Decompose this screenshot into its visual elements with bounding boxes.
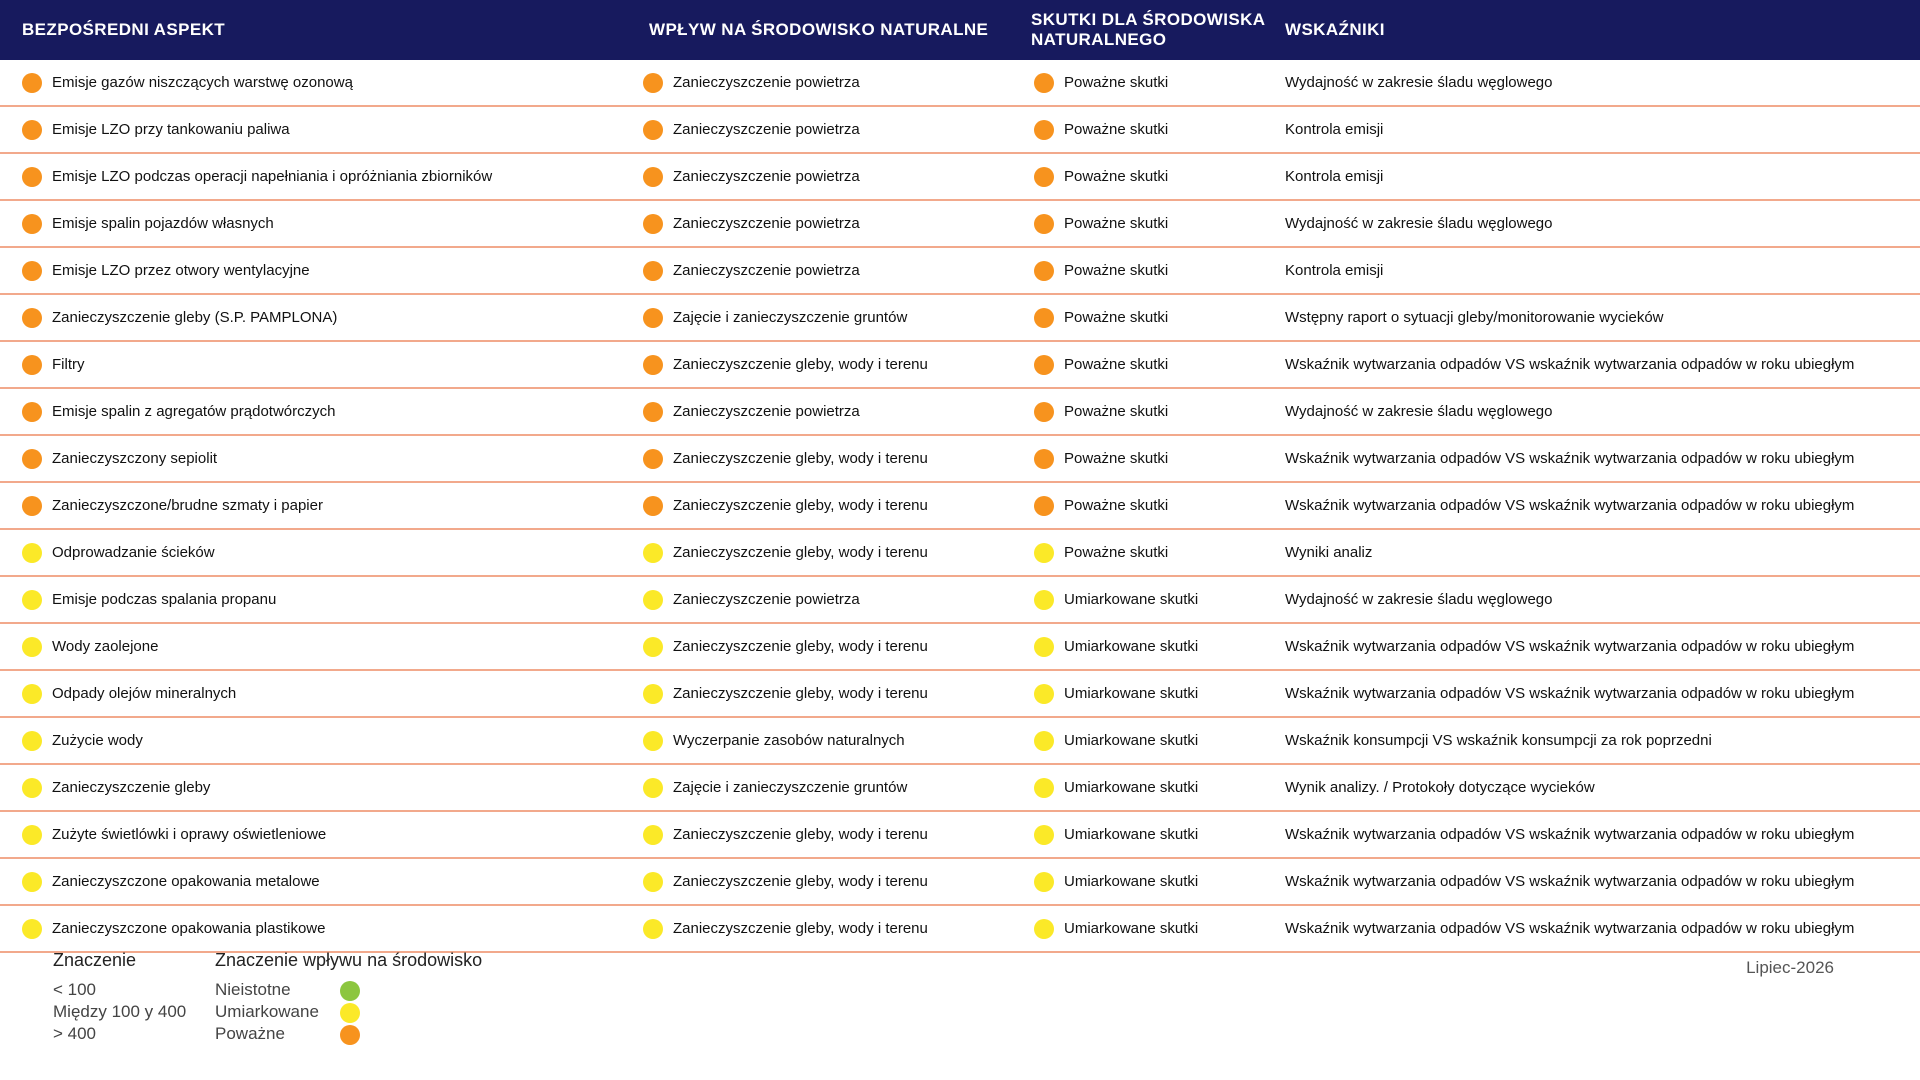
aspect-cell [22,577,276,622]
orange-dot-icon [643,214,663,234]
effect-cell-text: Umiarkowane skutki [1064,920,1199,937]
effect-cell [1034,248,1168,293]
table-row [0,201,1920,248]
effect-cell-text: Umiarkowane skutki [1064,638,1199,655]
indicator-cell [1285,248,1383,293]
impact-cell [643,295,907,340]
orange-dot-icon [22,120,42,140]
aspect-cell-text: Zanieczyszczone opakowania plastikowe [52,920,326,937]
impact-cell [643,765,907,810]
aspect-cell [22,295,337,340]
impact-cell [643,812,928,857]
indicator-cell-text: Wskaźnik wytwarzania odpadów VS wskaźnik wytwarzania odpadów w roku ubiegłym [1285,450,1855,467]
indicator-cell [1285,624,1854,669]
yellow-dot-icon [1034,825,1054,845]
legend-significance-title: Znaczenie [53,950,137,970]
yellow-dot-icon [643,872,663,892]
legend-significance-item: < 100 [53,980,97,999]
indicator-cell [1285,483,1854,528]
aspect-cell-text: Zużyte świetlówki i oprawy oświetleniowe [52,826,327,843]
impact-cell [643,389,860,434]
aspect-cell [22,483,323,528]
yellow-dot-icon [22,825,42,845]
impact-cell [643,60,860,105]
effect-cell-text: Umiarkowane skutki [1064,826,1199,843]
indicator-cell-text: Kontrola emisji [1285,168,1384,185]
orange-dot-icon [643,73,663,93]
yellow-dot-icon [22,637,42,657]
indicator-cell-text: Kontrola emisji [1285,262,1384,279]
indicator-cell [1285,530,1372,575]
aspect-cell-text: Zanieczyszczenie gleby (S.P. PAMPLONA) [52,309,338,326]
indicator-cell-text: Wydajność w zakresie śladu węglowego [1285,591,1553,608]
effect-cell [1034,671,1198,716]
impact-cell [643,201,860,246]
impact-cell [643,107,860,152]
indicator-cell [1285,389,1553,434]
orange-dot-icon [22,214,42,234]
table-row [0,154,1920,201]
effect-cell-text: Poważne skutki [1064,309,1169,326]
effect-cell [1034,812,1198,857]
indicator-cell-text: Wydajność w zakresie śladu węglowego [1285,403,1553,420]
indicator-cell [1285,859,1854,904]
yellow-dot-icon [643,543,663,563]
aspect-cell [22,201,274,246]
indicator-cell [1285,154,1383,199]
header-effects: SKUTKI DLA ŚRODOWISKA NATURALNEGO [1031,10,1265,49]
table-row [0,483,1920,530]
aspect-cell [22,248,310,293]
impact-cell-text: Zanieczyszczenie powietrza [673,168,860,185]
orange-dot-icon [1034,449,1054,469]
effect-cell-text: Poważne skutki [1064,262,1169,279]
effect-cell-text: Umiarkowane skutki [1064,873,1199,890]
orange-dot-icon [1034,355,1054,375]
impact-cell-text: Zanieczyszczenie powietrza [673,403,860,420]
aspect-cell-text: Emisje LZO przy tankowaniu paliwa [52,121,290,138]
effect-cell [1034,436,1168,481]
table-row [0,671,1920,718]
table-row [0,718,1920,765]
orange-dot-icon [22,402,42,422]
yellow-dot-icon [22,543,42,563]
impact-cell [643,671,928,716]
table-row [0,436,1920,483]
impact-cell [643,436,928,481]
effect-cell [1034,154,1168,199]
aspect-cell-text: Emisje podczas spalania propanu [52,591,277,608]
effect-cell [1034,389,1168,434]
aspect-cell-text: Wody zaolejone [52,638,159,655]
impact-cell [643,483,928,528]
yellow-dot-icon [22,919,42,939]
orange-dot-icon [1034,496,1054,516]
indicator-cell-text: Wskaźnik konsumpcji VS wskaźnik konsumpcji za rok poprzedni [1285,732,1712,749]
impact-cell [643,718,905,763]
orange-dot-icon [1034,308,1054,328]
impact-cell-text: Zanieczyszczenie gleby, wody i terenu [673,638,928,655]
indicator-cell [1285,436,1854,481]
indicator-cell [1285,107,1383,152]
effect-cell [1034,765,1198,810]
impact-cell-text: Zanieczyszczenie gleby, wody i terenu [673,685,928,702]
yellow-dot-icon [1034,731,1054,751]
impact-cell-text: Zanieczyszczenie powietrza [673,262,860,279]
yellow-dot-icon [22,731,42,751]
impact-cell [643,859,928,904]
orange-dot-icon [22,355,42,375]
impact-cell [643,530,928,575]
indicator-cell [1285,671,1854,716]
aspect-cell [22,342,85,387]
yellow-dot-icon [643,590,663,610]
document-date: Lipiec-2026 [1746,958,1834,977]
yellow-dot-icon [1034,543,1054,563]
impact-cell-text: Zanieczyszczenie gleby, wody i terenu [673,544,928,561]
legend-significance-item: Między 100 y 400 [53,1002,187,1021]
effect-cell [1034,107,1168,152]
aspect-cell-text: Emisje spalin pojazdów własnych [52,215,274,232]
indicator-cell [1285,718,1712,763]
legend-dot-green [340,981,360,1001]
legend-significance-item: > 400 [53,1024,97,1043]
effect-cell [1034,295,1168,340]
impact-cell [643,248,860,293]
indicator-cell [1285,765,1595,810]
orange-dot-icon [643,496,663,516]
orange-dot-icon [22,449,42,469]
aspect-cell-text: Odprowadzanie ścieków [52,544,215,561]
indicator-cell-text: Wskaźnik wytwarzania odpadów VS wskaźnik wytwarzania odpadów w roku ubiegłym [1285,497,1855,514]
aspect-cell [22,530,215,575]
header-aspect: BEZPOŚREDNI ASPEKT [22,20,226,39]
indicator-cell-text: Wstępny raport o sytuacji gleby/monitorowanie wycieków [1285,309,1664,326]
effect-cell [1034,201,1168,246]
effect-cell-text: Poważne skutki [1064,544,1169,561]
orange-dot-icon [22,496,42,516]
orange-dot-icon [643,355,663,375]
effect-cell [1034,624,1198,669]
effect-cell [1034,60,1168,105]
table-row [0,389,1920,436]
orange-dot-icon [1034,214,1054,234]
legend-impact-title: Znaczenie wpływu na środowisko [215,950,483,970]
yellow-dot-icon [22,872,42,892]
orange-dot-icon [22,308,42,328]
effect-cell-text: Umiarkowane skutki [1064,779,1199,796]
effect-cell [1034,718,1198,763]
effect-cell-text: Umiarkowane skutki [1064,732,1199,749]
table-row [0,624,1920,671]
orange-dot-icon [643,308,663,328]
impact-cell-text: Zanieczyszczenie powietrza [673,74,860,91]
impact-cell-text: Zanieczyszczenie powietrza [673,121,860,138]
aspect-cell [22,671,236,716]
legend-dot-orange [340,1025,360,1045]
indicator-cell-text: Wyniki analiz [1285,544,1373,561]
legend-impact-label: Poważne [215,1024,285,1043]
effect-cell-text: Poważne skutki [1064,74,1169,91]
effect-cell [1034,577,1198,622]
orange-dot-icon [643,449,663,469]
yellow-dot-icon [643,731,663,751]
indicator-cell-text: Wynik analizy. / Protokoły dotyczące wycieków [1285,779,1595,796]
aspect-cell-text: Filtry [52,356,85,373]
table-row [0,859,1920,906]
effect-cell-text: Poważne skutki [1064,403,1169,420]
orange-dot-icon [643,120,663,140]
table-row [0,812,1920,859]
impact-cell-text: Zanieczyszczenie gleby, wody i terenu [673,450,928,467]
table-row [0,60,1920,107]
orange-dot-icon [1034,402,1054,422]
impact-cell-text: Wyczerpanie zasobów naturalnych [673,732,905,749]
table-row [0,107,1920,154]
effect-cell-text: Poważne skutki [1064,497,1169,514]
aspect-cell-text: Emisje LZO podczas operacji napełniania i opróżniania zbiorników [52,168,493,185]
impact-cell-text: Zanieczyszczenie powietrza [673,591,860,608]
impact-cell-text: Zanieczyszczenie gleby, wody i terenu [673,826,928,843]
effect-cell-text: Poważne skutki [1064,215,1169,232]
yellow-dot-icon [643,825,663,845]
indicator-cell [1285,201,1553,246]
indicator-cell-text: Wydajność w zakresie śladu węglowego [1285,215,1553,232]
indicator-cell-text: Wydajność w zakresie śladu węglowego [1285,74,1553,91]
impact-cell [643,577,860,622]
indicator-cell-text: Wskaźnik wytwarzania odpadów VS wskaźnik wytwarzania odpadów w roku ubiegłym [1285,356,1855,373]
aspect-cell [22,389,335,434]
effect-cell-text: Umiarkowane skutki [1064,591,1199,608]
yellow-dot-icon [643,684,663,704]
aspect-cell-text: Zanieczyszczone/brudne szmaty i papier [52,497,323,514]
aspect-cell [22,812,326,857]
yellow-dot-icon [1034,778,1054,798]
indicator-cell-text: Wskaźnik wytwarzania odpadów VS wskaźnik wytwarzania odpadów w roku ubiegłym [1285,873,1855,890]
impact-cell-text: Zajęcie i zanieczyszczenie gruntów [673,309,908,326]
aspect-cell-text: Emisje spalin z agregatów prądotwórczych [52,403,336,420]
aspect-cell-text: Odpady olejów mineralnych [52,685,237,702]
aspect-cell-text: Emisje gazów niszczących warstwę ozonową [52,74,353,91]
impact-cell-text: Zanieczyszczenie powietrza [673,215,860,232]
yellow-dot-icon [1034,684,1054,704]
table-row [0,530,1920,577]
orange-dot-icon [643,261,663,281]
legend-impact-label: Umiarkowane [215,1002,319,1021]
legend-impact-label: Nieistotne [215,980,291,999]
indicator-cell [1285,577,1553,622]
impact-cell-text: Zanieczyszczenie gleby, wody i terenu [673,873,928,890]
aspect-cell [22,107,290,152]
yellow-dot-icon [22,590,42,610]
aspect-cell-text: Zużycie wody [52,732,143,749]
indicator-cell-text: Wskaźnik wytwarzania odpadów VS wskaźnik wytwarzania odpadów w roku ubiegłym [1285,826,1855,843]
orange-dot-icon [22,73,42,93]
effect-cell [1034,483,1168,528]
yellow-dot-icon [1034,637,1054,657]
effect-cell [1034,530,1168,575]
table-row [0,248,1920,295]
orange-dot-icon [1034,73,1054,93]
table-header [0,0,1920,60]
yellow-dot-icon [1034,872,1054,892]
header-indicators: WSKAŹNIKI [1285,20,1385,39]
effect-cell [1034,342,1168,387]
orange-dot-icon [1034,261,1054,281]
yellow-dot-icon [643,919,663,939]
effect-cell-text: Poważne skutki [1064,121,1169,138]
orange-dot-icon [22,167,42,187]
impact-cell-text: Zanieczyszczenie gleby, wody i terenu [673,497,928,514]
indicator-cell [1285,812,1854,857]
table-row [0,342,1920,389]
effect-cell-text: Poważne skutki [1064,356,1169,373]
indicator-cell-text: Wskaźnik wytwarzania odpadów VS wskaźnik wytwarzania odpadów w roku ubiegłym [1285,920,1855,937]
table-row [0,765,1920,812]
table-row [0,577,1920,624]
orange-dot-icon [1034,120,1054,140]
aspect-cell [22,624,158,669]
orange-dot-icon [643,167,663,187]
table-body [0,60,1920,953]
aspect-cell-text: Zanieczyszczony sepiolit [52,450,218,467]
impact-cell [643,624,928,669]
impact-cell-text: Zanieczyszczenie gleby, wody i terenu [673,920,928,937]
indicator-cell-text: Wskaźnik wytwarzania odpadów VS wskaźnik wytwarzania odpadów w roku ubiegłym [1285,638,1855,655]
aspect-cell-text: Emisje LZO przez otwory wentylacyjne [52,262,310,279]
impact-cell-text: Zanieczyszczenie gleby, wody i terenu [673,356,928,373]
yellow-dot-icon [22,778,42,798]
aspect-cell [22,436,217,481]
yellow-dot-icon [22,684,42,704]
aspect-cell [22,154,492,199]
orange-dot-icon [1034,167,1054,187]
indicator-cell [1285,60,1553,105]
indicator-cell-text: Wskaźnik wytwarzania odpadów VS wskaźnik wytwarzania odpadów w roku ubiegłym [1285,685,1855,702]
yellow-dot-icon [643,637,663,657]
aspect-cell-text: Zanieczyszczenie gleby [52,779,211,796]
aspect-cell [22,765,210,810]
orange-dot-icon [643,402,663,422]
orange-dot-icon [22,261,42,281]
effect-cell-text: Umiarkowane skutki [1064,685,1199,702]
aspect-cell [22,718,143,763]
table-row [0,295,1920,342]
yellow-dot-icon [643,778,663,798]
legend [0,940,1920,1060]
effect-cell-text: Poważne skutki [1064,450,1169,467]
impact-cell [643,154,860,199]
indicator-cell [1285,295,1664,340]
yellow-dot-icon [1034,590,1054,610]
indicator-cell [1285,342,1854,387]
impact-cell-text: Zajęcie i zanieczyszczenie gruntów [673,779,908,796]
effect-cell [1034,859,1198,904]
effect-cell-text: Poważne skutki [1064,168,1169,185]
aspect-cell [22,60,353,105]
header-impact: WPŁYW NA ŚRODOWISKO NATURALNE [649,20,989,39]
legend-dot-yellow [340,1003,360,1023]
indicator-cell-text: Kontrola emisji [1285,121,1384,138]
aspect-cell [22,859,320,904]
impact-cell [643,342,928,387]
yellow-dot-icon [1034,919,1054,939]
aspect-cell-text: Zanieczyszczone opakowania metalowe [52,873,320,890]
